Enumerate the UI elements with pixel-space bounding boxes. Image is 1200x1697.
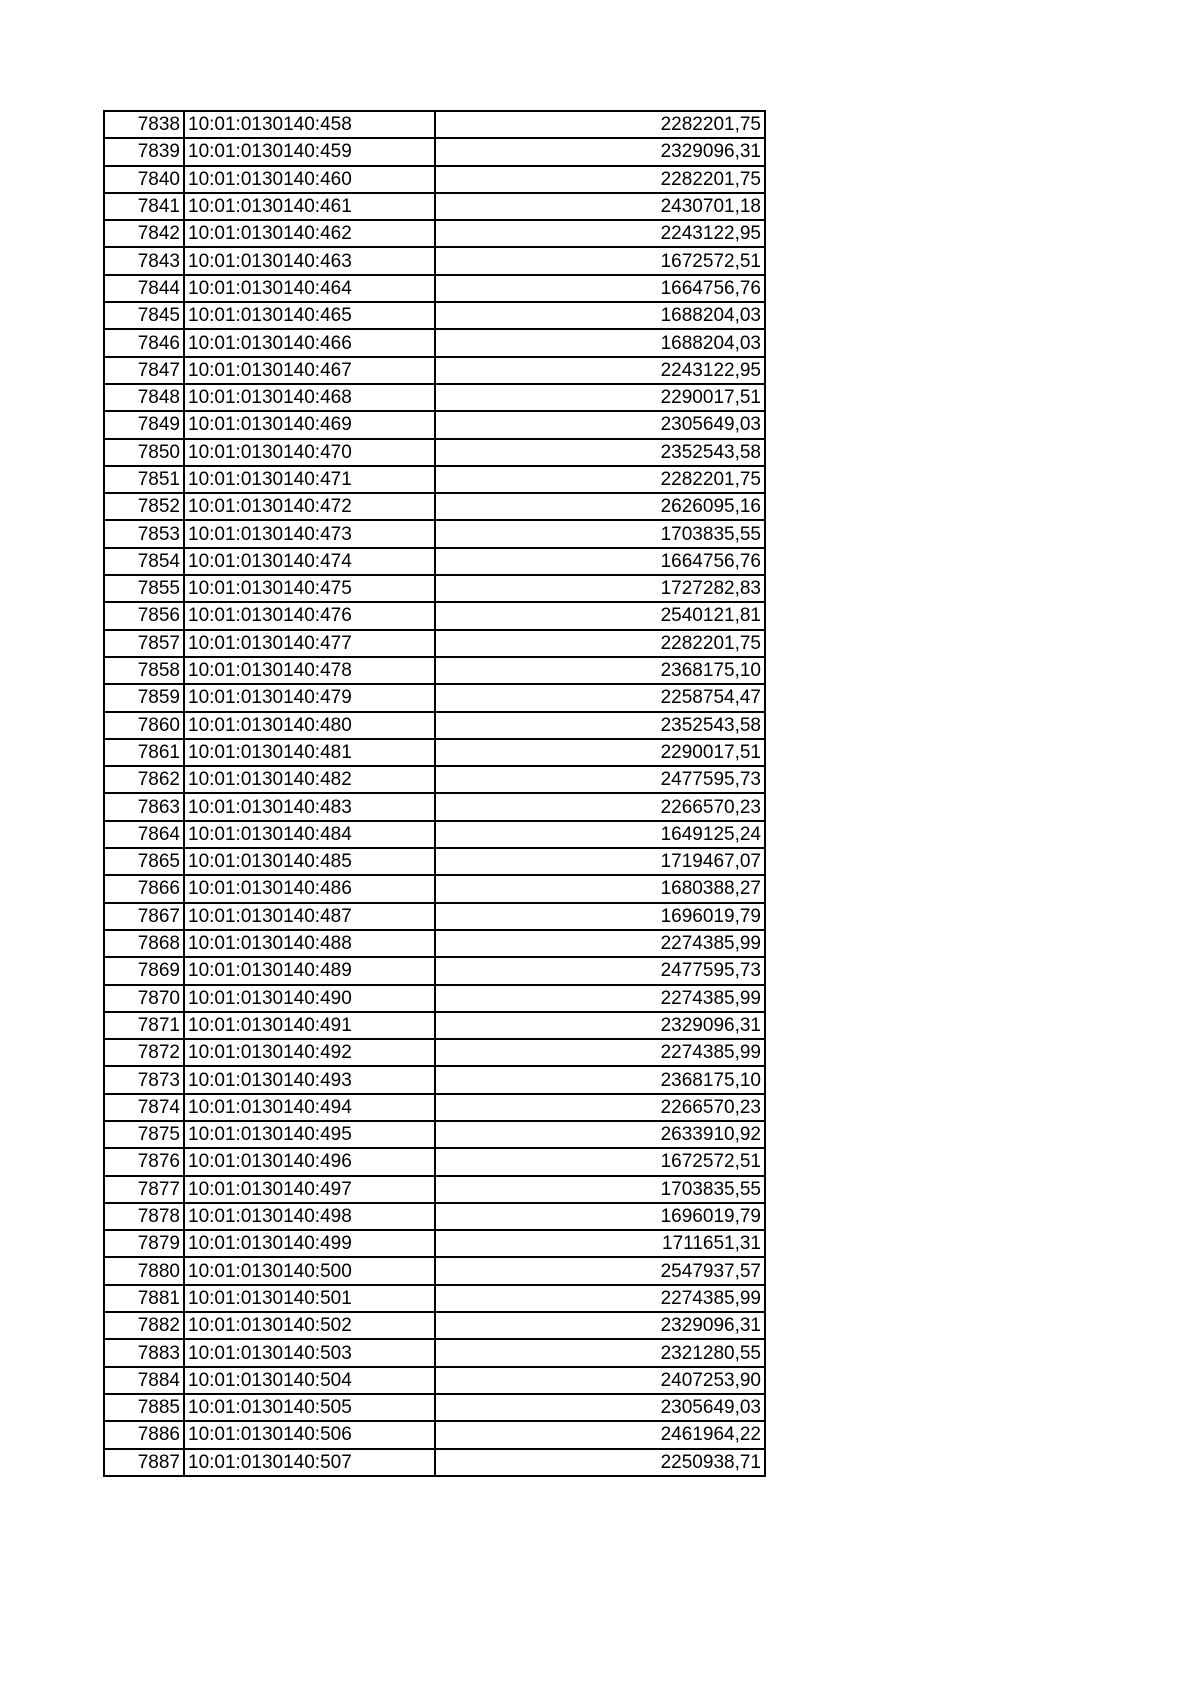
table-row — [104, 520, 765, 547]
table-row — [104, 630, 765, 657]
table-row — [104, 793, 765, 820]
table-row — [104, 1012, 765, 1039]
row-number-cell: 7861 — [104, 739, 184, 766]
cadastral-number-cell: 10:01:0130140:483 — [184, 793, 435, 820]
value-cell: 2352543,58 — [435, 712, 765, 739]
value-cell: 2243122,95 — [435, 220, 765, 247]
value-cell: 2274385,99 — [435, 930, 765, 957]
cadastral-number-cell: 10:01:0130140:493 — [184, 1066, 435, 1093]
cadastral-number-cell: 10:01:0130140:476 — [184, 602, 435, 629]
value-cell: 2547937,57 — [435, 1257, 765, 1284]
row-number-cell: 7844 — [104, 275, 184, 302]
row-number-cell: 7885 — [104, 1394, 184, 1421]
row-number-cell: 7852 — [104, 493, 184, 520]
value-cell: 1696019,79 — [435, 903, 765, 930]
value-cell: 2329096,31 — [435, 138, 765, 165]
value-cell: 2250938,71 — [435, 1449, 765, 1476]
row-number-cell: 7886 — [104, 1421, 184, 1448]
cadastral-number-cell: 10:01:0130140:462 — [184, 220, 435, 247]
value-cell: 1664756,76 — [435, 548, 765, 575]
value-cell: 2329096,31 — [435, 1012, 765, 1039]
value-cell: 1664756,76 — [435, 275, 765, 302]
cadastral-number-cell: 10:01:0130140:500 — [184, 1257, 435, 1284]
table-row — [104, 166, 765, 193]
row-number-cell: 7840 — [104, 166, 184, 193]
row-number-cell: 7862 — [104, 766, 184, 793]
table-row — [104, 657, 765, 684]
row-number-cell: 7884 — [104, 1367, 184, 1394]
value-cell: 2321280,55 — [435, 1339, 765, 1366]
row-number-cell: 7859 — [104, 684, 184, 711]
row-number-cell: 7851 — [104, 466, 184, 493]
value-cell: 2266570,23 — [435, 793, 765, 820]
table-row — [104, 712, 765, 739]
value-cell: 1688204,03 — [435, 302, 765, 329]
row-number-cell: 7868 — [104, 930, 184, 957]
cadastral-number-cell: 10:01:0130140:461 — [184, 193, 435, 220]
value-cell: 1719467,07 — [435, 848, 765, 875]
table-row — [104, 1176, 765, 1203]
table-row — [104, 985, 765, 1012]
cadastral-number-cell: 10:01:0130140:490 — [184, 985, 435, 1012]
table-row — [104, 193, 765, 220]
row-number-cell: 7841 — [104, 193, 184, 220]
table-row — [104, 1421, 765, 1448]
table-row — [104, 1039, 765, 1066]
cadastral-number-cell: 10:01:0130140:498 — [184, 1203, 435, 1230]
row-number-cell: 7867 — [104, 903, 184, 930]
value-cell: 1727282,83 — [435, 575, 765, 602]
value-cell: 2282201,75 — [435, 166, 765, 193]
value-cell: 2305649,03 — [435, 1394, 765, 1421]
table-row — [104, 220, 765, 247]
table-row — [104, 1394, 765, 1421]
cadastral-number-cell: 10:01:0130140:473 — [184, 520, 435, 547]
row-number-cell: 7848 — [104, 384, 184, 411]
row-number-cell: 7871 — [104, 1012, 184, 1039]
cadastral-number-cell: 10:01:0130140:460 — [184, 166, 435, 193]
value-cell: 2368175,10 — [435, 657, 765, 684]
cadastral-number-cell: 10:01:0130140:504 — [184, 1367, 435, 1394]
value-cell: 2274385,99 — [435, 985, 765, 1012]
value-cell: 2368175,10 — [435, 1066, 765, 1093]
table-row — [104, 684, 765, 711]
row-number-cell: 7876 — [104, 1148, 184, 1175]
data-table — [103, 110, 766, 1477]
value-cell: 2258754,47 — [435, 684, 765, 711]
cadastral-number-cell: 10:01:0130140:497 — [184, 1176, 435, 1203]
table-row — [104, 903, 765, 930]
cadastral-number-cell: 10:01:0130140:466 — [184, 329, 435, 356]
table-row — [104, 411, 765, 438]
row-number-cell: 7849 — [104, 411, 184, 438]
cadastral-number-cell: 10:01:0130140:459 — [184, 138, 435, 165]
value-cell: 2461964,22 — [435, 1421, 765, 1448]
cadastral-number-cell: 10:01:0130140:496 — [184, 1148, 435, 1175]
row-number-cell: 7879 — [104, 1230, 184, 1257]
row-number-cell: 7863 — [104, 793, 184, 820]
value-cell: 2477595,73 — [435, 957, 765, 984]
table-row — [104, 1066, 765, 1093]
row-number-cell: 7846 — [104, 329, 184, 356]
row-number-cell: 7869 — [104, 957, 184, 984]
table-row — [104, 957, 765, 984]
table-row — [104, 1449, 765, 1476]
value-cell: 2290017,51 — [435, 739, 765, 766]
value-cell: 1703835,55 — [435, 520, 765, 547]
cadastral-number-cell: 10:01:0130140:486 — [184, 875, 435, 902]
value-cell: 1672572,51 — [435, 247, 765, 274]
cadastral-number-cell: 10:01:0130140:481 — [184, 739, 435, 766]
table-row — [104, 1203, 765, 1230]
row-number-cell: 7887 — [104, 1449, 184, 1476]
row-number-cell: 7860 — [104, 712, 184, 739]
row-number-cell: 7880 — [104, 1257, 184, 1284]
value-cell: 2305649,03 — [435, 411, 765, 438]
value-cell: 2274385,99 — [435, 1285, 765, 1312]
row-number-cell: 7883 — [104, 1339, 184, 1366]
value-cell: 2290017,51 — [435, 384, 765, 411]
table-row — [104, 1285, 765, 1312]
cadastral-number-cell: 10:01:0130140:471 — [184, 466, 435, 493]
table-row — [104, 739, 765, 766]
row-number-cell: 7838 — [104, 111, 184, 138]
row-number-cell: 7875 — [104, 1121, 184, 1148]
cadastral-number-cell: 10:01:0130140:468 — [184, 384, 435, 411]
table-body — [104, 111, 765, 1476]
row-number-cell: 7842 — [104, 220, 184, 247]
value-cell: 1680388,27 — [435, 875, 765, 902]
cadastral-number-cell: 10:01:0130140:492 — [184, 1039, 435, 1066]
table-row — [104, 602, 765, 629]
value-cell: 2540121,81 — [435, 602, 765, 629]
table-row — [104, 821, 765, 848]
table-row — [104, 466, 765, 493]
row-number-cell: 7845 — [104, 302, 184, 329]
table-row — [104, 1230, 765, 1257]
value-cell: 1703835,55 — [435, 1176, 765, 1203]
table-row — [104, 357, 765, 384]
table-row — [104, 384, 765, 411]
cadastral-number-cell: 10:01:0130140:477 — [184, 630, 435, 657]
table-row — [104, 930, 765, 957]
cadastral-number-cell: 10:01:0130140:501 — [184, 1285, 435, 1312]
cadastral-number-cell: 10:01:0130140:491 — [184, 1012, 435, 1039]
table-row — [104, 329, 765, 356]
cadastral-number-cell: 10:01:0130140:505 — [184, 1394, 435, 1421]
value-cell: 1711651,31 — [435, 1230, 765, 1257]
row-number-cell: 7855 — [104, 575, 184, 602]
cadastral-number-cell: 10:01:0130140:478 — [184, 657, 435, 684]
cadastral-number-cell: 10:01:0130140:467 — [184, 357, 435, 384]
cadastral-number-cell: 10:01:0130140:470 — [184, 439, 435, 466]
table-row — [104, 439, 765, 466]
table-row — [104, 111, 765, 138]
cadastral-number-cell: 10:01:0130140:503 — [184, 1339, 435, 1366]
row-number-cell: 7858 — [104, 657, 184, 684]
cadastral-number-cell: 10:01:0130140:482 — [184, 766, 435, 793]
value-cell: 1649125,24 — [435, 821, 765, 848]
row-number-cell: 7873 — [104, 1066, 184, 1093]
row-number-cell: 7866 — [104, 875, 184, 902]
value-cell: 2430701,18 — [435, 193, 765, 220]
value-cell: 1696019,79 — [435, 1203, 765, 1230]
cadastral-number-cell: 10:01:0130140:475 — [184, 575, 435, 602]
row-number-cell: 7854 — [104, 548, 184, 575]
value-cell: 2407253,90 — [435, 1367, 765, 1394]
value-cell: 2282201,75 — [435, 630, 765, 657]
value-cell: 2282201,75 — [435, 466, 765, 493]
cadastral-number-cell: 10:01:0130140:485 — [184, 848, 435, 875]
cadastral-number-cell: 10:01:0130140:494 — [184, 1094, 435, 1121]
row-number-cell: 7864 — [104, 821, 184, 848]
table-row — [104, 302, 765, 329]
row-number-cell: 7865 — [104, 848, 184, 875]
table-row — [104, 548, 765, 575]
value-cell: 2633910,92 — [435, 1121, 765, 1148]
cadastral-number-cell: 10:01:0130140:474 — [184, 548, 435, 575]
row-number-cell: 7839 — [104, 138, 184, 165]
row-number-cell: 7857 — [104, 630, 184, 657]
value-cell: 2274385,99 — [435, 1039, 765, 1066]
value-cell: 1672572,51 — [435, 1148, 765, 1175]
value-cell: 2352543,58 — [435, 439, 765, 466]
row-number-cell: 7843 — [104, 247, 184, 274]
cadastral-number-cell: 10:01:0130140:489 — [184, 957, 435, 984]
row-number-cell: 7853 — [104, 520, 184, 547]
row-number-cell: 7856 — [104, 602, 184, 629]
row-number-cell: 7882 — [104, 1312, 184, 1339]
table-row — [104, 875, 765, 902]
table-row — [104, 1367, 765, 1394]
value-cell: 2477595,73 — [435, 766, 765, 793]
row-number-cell: 7872 — [104, 1039, 184, 1066]
row-number-cell: 7881 — [104, 1285, 184, 1312]
row-number-cell: 7850 — [104, 439, 184, 466]
row-number-cell: 7877 — [104, 1176, 184, 1203]
cadastral-number-cell: 10:01:0130140:472 — [184, 493, 435, 520]
cadastral-number-cell: 10:01:0130140:484 — [184, 821, 435, 848]
cadastral-number-cell: 10:01:0130140:469 — [184, 411, 435, 438]
table-row — [104, 575, 765, 602]
cadastral-number-cell: 10:01:0130140:488 — [184, 930, 435, 957]
row-number-cell: 7878 — [104, 1203, 184, 1230]
row-number-cell: 7847 — [104, 357, 184, 384]
cadastral-number-cell: 10:01:0130140:458 — [184, 111, 435, 138]
cadastral-number-cell: 10:01:0130140:495 — [184, 1121, 435, 1148]
value-cell: 2329096,31 — [435, 1312, 765, 1339]
row-number-cell: 7874 — [104, 1094, 184, 1121]
table-row — [104, 138, 765, 165]
table-row — [104, 848, 765, 875]
table-row — [104, 1094, 765, 1121]
cadastral-number-cell: 10:01:0130140:506 — [184, 1421, 435, 1448]
table-row — [104, 493, 765, 520]
cadastral-number-cell: 10:01:0130140:502 — [184, 1312, 435, 1339]
cadastral-number-cell: 10:01:0130140:499 — [184, 1230, 435, 1257]
table-row — [104, 766, 765, 793]
row-number-cell: 7870 — [104, 985, 184, 1012]
cadastral-number-cell: 10:01:0130140:487 — [184, 903, 435, 930]
cadastral-number-cell: 10:01:0130140:480 — [184, 712, 435, 739]
table-row — [104, 275, 765, 302]
table-row — [104, 1339, 765, 1366]
table-row — [104, 1312, 765, 1339]
cadastral-number-cell: 10:01:0130140:479 — [184, 684, 435, 711]
value-cell: 2626095,16 — [435, 493, 765, 520]
table-row — [104, 1148, 765, 1175]
table-row — [104, 1257, 765, 1284]
cadastral-number-cell: 10:01:0130140:507 — [184, 1449, 435, 1476]
table-row — [104, 247, 765, 274]
cadastral-number-cell: 10:01:0130140:465 — [184, 302, 435, 329]
value-cell: 2243122,95 — [435, 357, 765, 384]
value-cell: 1688204,03 — [435, 329, 765, 356]
value-cell: 2282201,75 — [435, 111, 765, 138]
cadastral-number-cell: 10:01:0130140:464 — [184, 275, 435, 302]
table-row — [104, 1121, 765, 1148]
value-cell: 2266570,23 — [435, 1094, 765, 1121]
cadastral-number-cell: 10:01:0130140:463 — [184, 247, 435, 274]
